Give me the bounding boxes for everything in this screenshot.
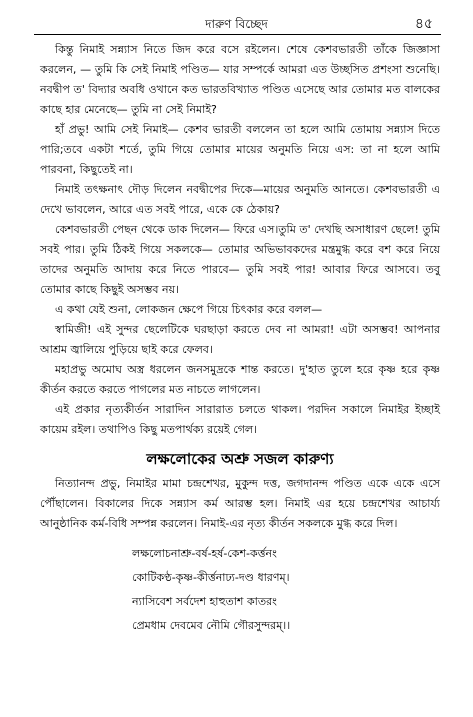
verse-line: কোটিকণ্ঠ-কৃষ্ণ-কীর্ত্তনাঢ্য-দণ্ড ধারণম্।: [132, 571, 290, 584]
paragraph: এ কথা যেই শুনা, লোকজন ক্ষেপে গিয়ে চিৎকার করে বলল—: [55, 303, 323, 316]
verse-line: ন্যাসিবেশ সর্বদেশ হাহুতাশ কাতরং: [132, 595, 277, 608]
section-paragraph: নিত্যানন্দ প্রভু, নিমাইর মামা চন্দ্রশেখর, মুকুন্দ দত্ত, জগদানন্দ পণ্ডিত একে একে এসে পৌঁছালেন। বিকালের দিকে সন্ন্যাস কর্ম আরম্ভ হল। নিমাই এর হয়ে চন্দ্রশেখর আচার্য্য আনুষ্ঠানিক কর্ম-বিধি সম্পন্ন করলেন। নিমাই-এর নৃত্য কীর্তন সকলকে মুগ্ধ করে দিল।: [40, 477, 440, 530]
header-rule: [34, 34, 441, 35]
sanskrit-verse: [132, 542, 440, 638]
section-heading: লক্ষলোকের অশ্রু সজল কারুণ্য: [146, 450, 334, 468]
page-body: [40, 40, 440, 638]
page-number: ৪৫: [414, 16, 433, 32]
paragraph: স্বামিজী! এই সুন্দর ছেলেটিকে ঘরছাড়া করতে দেব না আমরা! এটা অসম্ভব! আপনার আশ্রম জ্বালিয়ে পুড়িয়ে ছাই করে ফেলব।: [40, 323, 440, 356]
verse-line: প্রেমধাম দেবমেব নৌমি গৌরসুন্দরম্।।: [132, 619, 291, 632]
paragraph: এই প্রকার নৃত্যকীর্তন সারাদিন সারারাত চলতে থাকল। পরদিন সকালে নিমাইর ইচ্ছাই কায়েম রইল। তথাপিও কিছু মতপার্থক্য রয়েই গেল।: [40, 403, 440, 436]
verse-line: লক্ষলোচনাশ্রু-বর্ষ-হর্ষ-কেশ-কর্ত্তনং: [132, 547, 277, 560]
paragraph: হাঁ প্রভু! আমি সেই নিমাই— কেশব ভারতী বললেন তা হলে আমি তোমায় সন্ন্যাস দিতে পারি;তবে একটা শর্তে, তুমি গিয়ে তোমার মায়ের অনুমতি নিয়ে এস: তা না হলে আমি পারবনা, কিছুতেই না।: [40, 123, 440, 176]
running-title: দারুণ বিচ্ছেদ: [205, 17, 268, 31]
paragraph: কেশবভারতী পেছন থেকে ডাক দিলেন— ফিরে এস।তুমি ত' দেখছি অসাধারণ ছেলে! তুমি সবই পার। তুমি ঠিকই গিয়ে সকলকে— তোমার অভিভাবকদের মন্ত্রমুগ্ধ করে বশ করে নিয়ে তাদের অনুমতি আদায় করে নিতে পারবে— তুমি সবই পার! আবার ফিরে আসবে। তবু তোমার কাছে কিছুই অসম্ভব নয়।: [40, 223, 440, 296]
paragraph: মহাপ্রভু অমোঘ অস্ত্র ধরলেন জনসমুদ্রকে শান্ত করতে। দু'হাত তুলে হরে কৃষ্ণ হরে কৃষ্ণ কীর্তন করতে করতে পাগলের মত নাচতে লাগলেন।: [40, 363, 440, 396]
paragraph: কিন্তু নিমাই সন্ন্যাস নিতে জিদ করে বসে রইলেন। শেষে কেশবভারতী তাঁকে জিজ্ঞাসা করলেন, — তুমি কি সেই নিমাই পণ্ডিত— যার সম্পর্কে আমরা এত উচ্ছসিত প্রশংসা শুনেছি।নবদ্বীপ ত' বিদ্যার অবধি ওখানে কত ভারতবিখ্যাত পণ্ডিত এসেছে আর তোমার মত বালকের কাছে হার মেনেছে— তুমি না সেই নিমাই?: [40, 43, 440, 116]
paragraph: নিমাই তৎক্ষনাৎ দৌড় দিলেন নবদ্বীপের দিকে—মায়ের অনুমতি আনতে। কেশবভারতী এ দেখে ভাবলেন, আরে এত সবই পারে, একে কে ঠেকায়?: [40, 183, 440, 216]
